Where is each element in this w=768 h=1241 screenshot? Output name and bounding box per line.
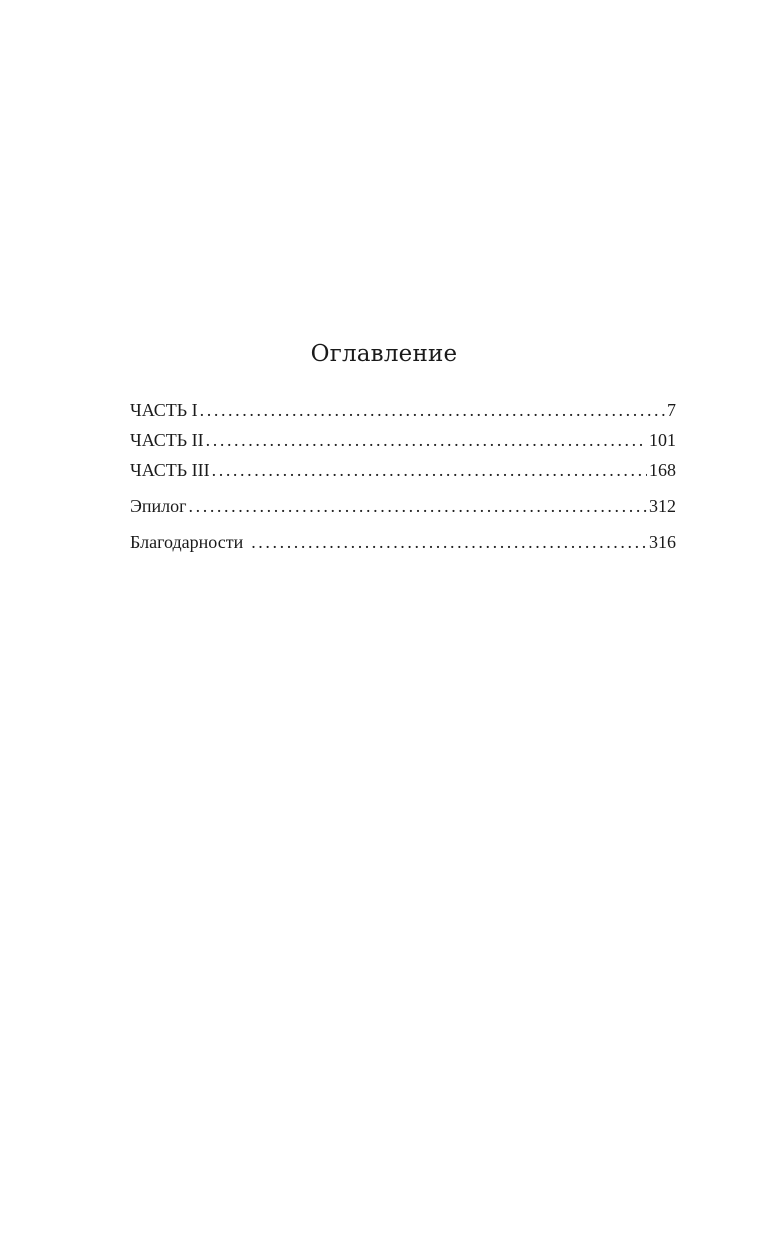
toc-list [130,395,676,557]
toc-entry-part-3 [130,455,676,485]
toc-entry-acknowledgements [130,527,676,557]
toc-entry-label: ЧАСТЬ II [130,430,204,450]
dot-leader [189,491,647,521]
toc-entry-label: Благодарности [130,532,244,552]
toc-entry-label: ЧАСТЬ III [130,460,210,480]
dot-leader [251,527,647,557]
dot-leader [200,395,665,425]
dot-leader [212,455,647,485]
toc-entry-label: ЧАСТЬ I [130,400,198,420]
toc-title: Оглавление [310,341,458,367]
toc-entry-part-2 [130,425,676,455]
toc-entry-page-number: 316 [649,532,676,552]
toc-entry-label: Эпилог [130,496,187,516]
dot-leader [206,425,647,455]
toc-entry-page-number: 7 [667,400,676,420]
toc-entry-part-1 [130,395,676,425]
toc-entry-page-number: 168 [649,460,676,480]
toc-entry-page-number: 312 [649,496,676,516]
toc-entry-epilogue [130,491,676,521]
toc-entry-page-number: 101 [649,430,676,450]
